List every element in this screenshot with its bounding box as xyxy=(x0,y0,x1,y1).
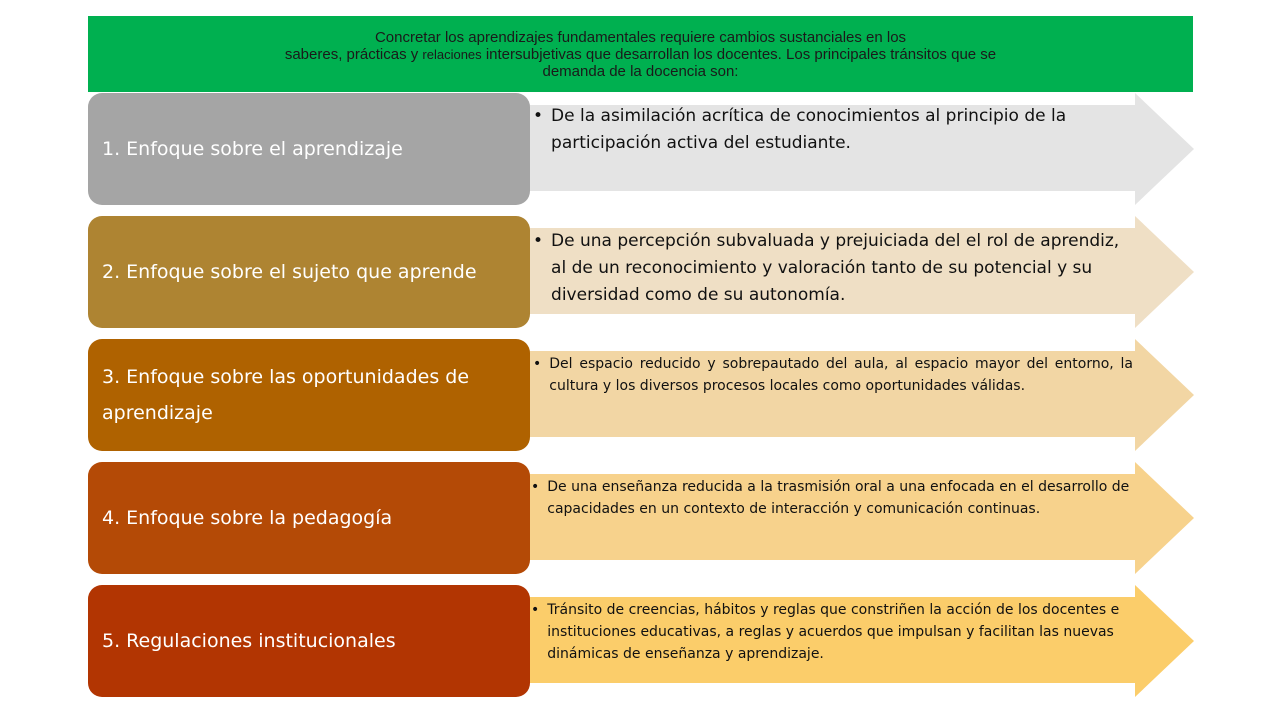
transition-row-4 xyxy=(88,462,1194,574)
intro-line-2c: intersubjetivas que desarrollan los docentes. Los principales tránsitos que se xyxy=(481,45,997,63)
transition-description-5 xyxy=(531,599,1131,665)
bullet-4: • xyxy=(531,479,540,495)
transition-description-1 xyxy=(533,103,1133,157)
transition-text-5: Tránsito de creencias, hábitos y reglas que constriñen la acción de los docentes e instituciones educativas, a reglas y acuerdos que impulsan y facilitan las nuevas dinámicas de enseñanza y aprendizaje. xyxy=(547,602,1120,662)
bullet-3: • xyxy=(533,356,542,372)
transition-text-3: Del espacio reducido y sobrepautado del aula, al espacio mayor del entorno, la cultura y los diversos procesos locales como oportunidades válidas. xyxy=(549,356,1133,394)
transition-row-2 xyxy=(88,216,1194,328)
transition-text-4: De una enseñanza reducida a la trasmisión oral a una enfocada en el desarrollo de capacidades en un contexto de interacción y comunicación continuas. xyxy=(547,479,1130,517)
transition-row-3 xyxy=(88,339,1194,451)
transition-label-5: 5. Regulaciones institucionales xyxy=(88,585,530,697)
transition-description-2 xyxy=(533,228,1133,309)
transition-text-1: De la asimilación acrítica de conocimientos al principio de la participación activa del estudiante. xyxy=(551,106,1067,153)
intro-line-2a: saberes, prácticas y xyxy=(284,45,423,63)
transition-description-3 xyxy=(533,353,1133,397)
transition-label-1: 1. Enfoque sobre el aprendizaje xyxy=(88,93,530,205)
intro-line-1: Concretar los aprendizajes fundamentales requiere cambios sustanciales en los xyxy=(374,28,907,46)
transition-label-4: 4. Enfoque sobre la pedagogía xyxy=(88,462,530,574)
transition-label-2: 2. Enfoque sobre el sujeto que aprende xyxy=(88,216,530,328)
transition-row-5 xyxy=(88,585,1194,697)
intro-line-3: demanda de la docencia son: xyxy=(542,62,739,80)
intro-line-2 xyxy=(285,46,996,63)
transition-row-1 xyxy=(88,93,1194,205)
transition-description-4 xyxy=(531,476,1131,520)
transition-label-3: 3. Enfoque sobre las oportunidades de aprendizaje xyxy=(88,339,530,451)
intro-line-2b: relaciones xyxy=(422,46,482,62)
bullet-1: • xyxy=(533,106,544,126)
intro-banner xyxy=(88,16,1193,92)
bullet-5: • xyxy=(531,602,540,618)
transition-text-2: De una percepción subvaluada y prejuiciada del el rol de aprendiz, al de un reconocimiento y valoración tanto de su potencial y su diversidad como de su autonomía. xyxy=(551,231,1120,305)
bullet-2: • xyxy=(533,231,544,251)
